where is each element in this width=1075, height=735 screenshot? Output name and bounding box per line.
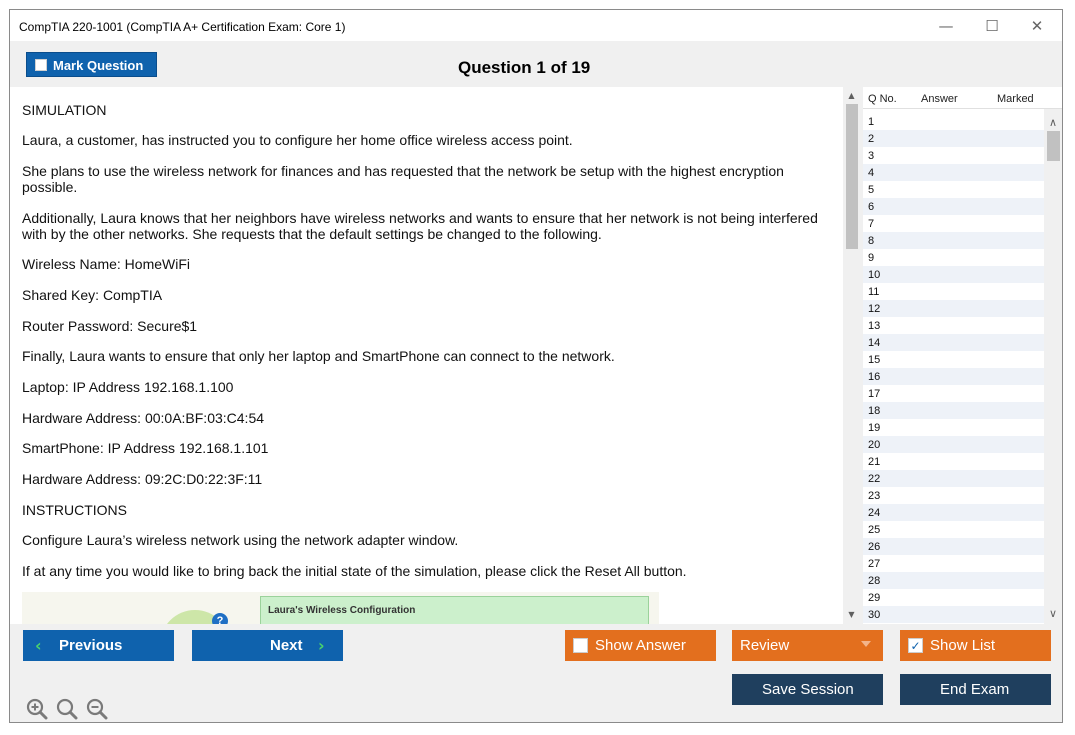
content-scrollbar[interactable] — [843, 87, 860, 624]
question-number: 28 — [868, 575, 881, 587]
question-number: 10 — [868, 269, 881, 281]
question-number: 14 — [868, 337, 881, 349]
mark-checkbox[interactable] — [35, 59, 47, 71]
chevron-down-icon — [861, 641, 871, 647]
question-list-row[interactable] — [863, 572, 1044, 589]
question-paragraph: Router Password: Secure$1 — [22, 318, 198, 334]
question-list-row[interactable] — [863, 334, 1044, 351]
help-icon[interactable]: ? — [212, 613, 228, 624]
previous-label: Previous — [59, 637, 123, 654]
question-list-row[interactable] — [863, 215, 1044, 232]
zoom-out-icon[interactable] — [86, 698, 108, 720]
question-number: 29 — [868, 592, 881, 604]
question-number: 4 — [868, 167, 875, 179]
question-number: 1 — [868, 116, 875, 128]
question-number: 19 — [868, 422, 881, 434]
scroll-down-icon[interactable]: ▼ — [848, 610, 855, 619]
question-paragraph: Laura, a customer, has instructed you to configure her home office wireless access point. — [22, 132, 573, 148]
question-number: 3 — [868, 150, 875, 162]
question-header — [10, 41, 1062, 87]
question-list-row[interactable] — [863, 555, 1044, 572]
chevron-left-icon: ‹ — [35, 636, 42, 655]
question-list-row[interactable] — [863, 538, 1044, 555]
question-list-row[interactable] — [863, 385, 1044, 402]
save-session-label: Save Session — [762, 681, 854, 698]
maximize-button[interactable]: ☐ — [985, 17, 999, 35]
content-scroll-thumb[interactable] — [846, 104, 858, 249]
question-list-row[interactable] — [863, 232, 1044, 249]
question-list-row[interactable] — [863, 181, 1044, 198]
question-number: 27 — [868, 558, 881, 570]
question-list-row[interactable] — [863, 453, 1044, 470]
question-paragraph: SIMULATION — [22, 102, 107, 118]
question-paragraph: Wireless Name: HomeWiFi — [22, 256, 191, 272]
question-number: 7 — [868, 218, 875, 230]
question-list-row[interactable] — [863, 436, 1044, 453]
show-list-checkbox[interactable]: ✓ — [908, 638, 923, 653]
question-list-row[interactable] — [863, 283, 1044, 300]
question-list-row[interactable] — [863, 521, 1044, 538]
question-paragraph: Hardware Address: 00:0A:BF:03:C4:54 — [22, 410, 265, 426]
question-list-row[interactable] — [863, 470, 1044, 487]
question-paragraph: INSTRUCTIONS — [22, 502, 127, 518]
next-label: Next — [270, 637, 303, 654]
question-number: 13 — [868, 320, 881, 332]
wireless-config-panel[interactable] — [260, 596, 649, 624]
question-paragraph: She plans to use the wireless network for finances and has requested that the network be setup with the highest encryption possible. — [22, 163, 784, 195]
question-paragraph: Hardware Address: 09:2C:D0:22:3F:11 — [22, 471, 263, 487]
question-list-row[interactable] — [863, 300, 1044, 317]
mark-question-button[interactable] — [26, 52, 157, 77]
exam-window — [9, 9, 1063, 723]
end-exam-label: End Exam — [940, 681, 1010, 698]
question-number: 21 — [868, 456, 881, 468]
question-number: 26 — [868, 541, 881, 553]
question-number: 22 — [868, 473, 881, 485]
question-list-row[interactable] — [863, 130, 1044, 147]
question-list-row[interactable] — [863, 198, 1044, 215]
question-number: 20 — [868, 439, 881, 451]
question-list-row[interactable] — [863, 368, 1044, 385]
question-number: 9 — [868, 252, 875, 264]
window-title: CompTIA 220-1001 (CompTIA A+ Certification Exam: Core 1) — [19, 20, 346, 34]
simulation-image[interactable] — [22, 592, 659, 624]
question-list-row[interactable] — [863, 504, 1044, 521]
close-button[interactable]: ✕ — [1030, 17, 1044, 35]
question-list — [863, 87, 1062, 624]
list-scroll-down-icon[interactable]: ∨ — [1048, 607, 1058, 620]
question-number: 5 — [868, 184, 875, 196]
question-list-row[interactable] — [863, 419, 1044, 436]
question-number: 16 — [868, 371, 881, 383]
list-scroll-up-icon[interactable]: ∧ — [1048, 116, 1058, 129]
qno-header: Q No. — [868, 93, 897, 105]
question-list-row[interactable] — [863, 147, 1044, 164]
show-list-label: Show List — [930, 637, 996, 654]
question-paragraph: Laptop: IP Address 192.168.1.100 — [22, 379, 234, 395]
review-label: Review — [740, 637, 790, 654]
question-number: 25 — [868, 524, 881, 536]
question-number: 11 — [868, 286, 880, 298]
footer-bar — [10, 624, 1062, 722]
end-exam-button[interactable] — [900, 674, 1051, 705]
question-number: 24 — [868, 507, 881, 519]
minimize-button[interactable]: — — [938, 17, 954, 35]
question-number: 6 — [868, 201, 875, 213]
question-number: 12 — [868, 303, 881, 315]
question-number: 15 — [868, 354, 881, 366]
question-list-row[interactable] — [863, 249, 1044, 266]
question-number: 30 — [868, 609, 881, 621]
zoom-reset-icon[interactable] — [56, 698, 78, 720]
show-answer-button[interactable] — [565, 630, 716, 661]
question-list-header — [863, 87, 1062, 109]
question-number: 8 — [868, 235, 875, 247]
question-list-row[interactable] — [863, 487, 1044, 504]
question-paragraph: Additionally, Laura knows that her neighbors have wireless networks and wants to ensure that her network is not being interfered with by the other networks. She requests that the default settings be changed to the following. — [22, 210, 818, 242]
list-scroll-thumb[interactable] — [1047, 131, 1060, 161]
answer-header: Answer — [921, 93, 958, 105]
question-title: Question 1 of 19 — [458, 58, 591, 77]
question-paragraph: Finally, Laura wants to ensure that only her laptop and SmartPhone can connect to the network. — [22, 348, 615, 364]
marked-header: Marked — [997, 93, 1034, 105]
review-dropdown[interactable] — [732, 630, 883, 661]
question-list-row[interactable] — [863, 266, 1044, 283]
save-session-button[interactable] — [732, 674, 883, 705]
question-list-row[interactable] — [863, 164, 1044, 181]
title-bar — [10, 10, 1062, 41]
mark-question-label: Mark Question — [53, 58, 144, 73]
question-number: 18 — [868, 405, 881, 417]
chevron-right-icon: › — [318, 636, 325, 655]
show-answer-label: Show Answer — [595, 637, 686, 654]
question-paragraph: SmartPhone: IP Address 192.168.1.101 — [22, 440, 269, 456]
question-list-scrollbar[interactable] — [1044, 109, 1062, 624]
question-paragraph: Shared Key: CompTIA — [22, 287, 163, 303]
question-list-row[interactable] — [863, 402, 1044, 419]
question-list-row[interactable] — [863, 317, 1044, 334]
question-list-row[interactable] — [863, 589, 1044, 606]
question-paragraph: Configure Laura’s wireless network using the network adapter window. — [22, 532, 459, 548]
zoom-in-icon[interactable] — [26, 698, 48, 720]
next-button[interactable] — [192, 630, 343, 661]
question-number: 17 — [868, 388, 881, 400]
question-list-row[interactable] — [863, 606, 1044, 623]
question-paragraph: If at any time you would like to bring back the initial state of the simulation, please click the Reset All button. — [22, 563, 687, 579]
show-list-button[interactable] — [900, 630, 1051, 661]
question-list-row[interactable] — [863, 113, 1044, 130]
question-content — [10, 87, 843, 624]
question-number: 23 — [868, 490, 881, 502]
wireless-config-title: Laura's Wireless Configuration — [268, 605, 416, 616]
show-answer-checkbox[interactable] — [573, 638, 588, 653]
question-number: 2 — [868, 133, 875, 145]
previous-button[interactable] — [23, 630, 174, 661]
scroll-up-icon[interactable]: ▲ — [848, 91, 855, 100]
question-list-row[interactable] — [863, 351, 1044, 368]
